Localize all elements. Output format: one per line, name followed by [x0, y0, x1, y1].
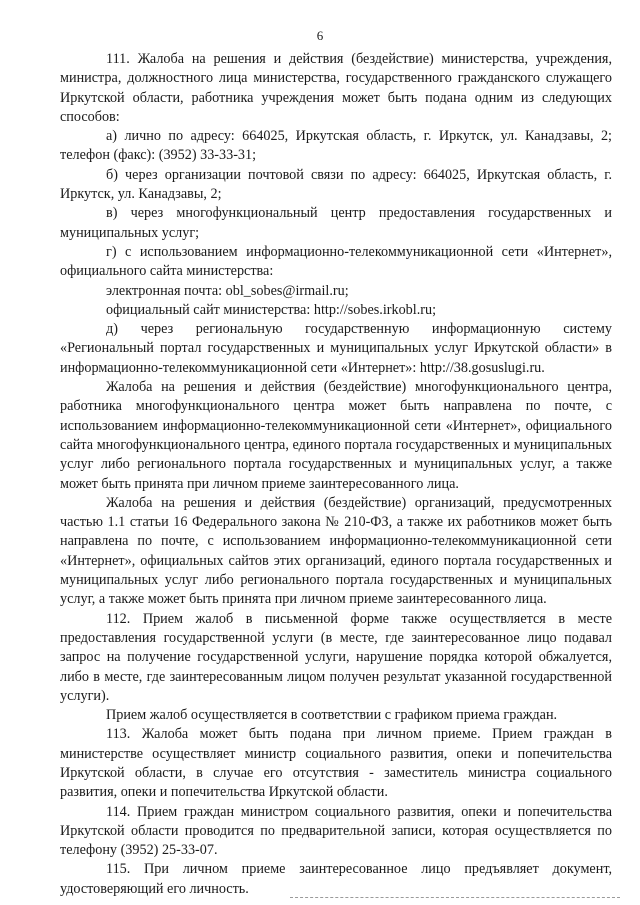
- paragraph-111-d: д) через региональную государственную информационную систему «Региональный портал государственных и муниципальных услуг Иркутской области» в информационно-телекоммуникационной сети «Интернет»: http://38.gosuslugi.ru.: [60, 321, 612, 376]
- document-body: [60, 50, 612, 899]
- paragraph-mfc-complaint: Жалоба на решения и действия (бездействие) многофункционального центра, работника многофункционального центра может быть направлена по почте, с использованием информационно-телекоммуникационной сети «Интернет», официального сайта многофункционального центра, единого портала государственных и муниципальных услуг либо регионального портала государственных и муниципальных услуг, а также может быть принята при личном приеме заинтересованного лица.: [60, 379, 612, 492]
- email-line: электронная почта: obl_sobes@irmail.ru;: [106, 282, 349, 299]
- paragraph-111-b: б) через организации почтовой связи по адресу: 664025, Иркутская область, г. Иркутск, ул. Канадзавы, 2;: [60, 166, 612, 203]
- footer-divider: [290, 897, 620, 898]
- paragraph-112: 112. Прием жалоб в письменной форме также осуществляется в месте предоставления государственной услуги (в месте, где заинтересованное лицо подавал запрос на получение государственной услуги, нарушение порядка которой обжалуется, либо в месте, где заинтересованным лицом получен результат указанной государственной услуги).: [60, 610, 612, 704]
- paragraph-111-a: а) лично по адресу: 664025, Иркутская область, г. Иркутск, ул. Канадзавы, 2; телефон (факс): (3952) 33-33-31;: [60, 128, 612, 164]
- website-line: официальный сайт министерства: http://sobes.irkobl.ru;: [106, 301, 437, 318]
- paragraph-schedule: Прием жалоб осуществляется в соответствии с графиком приема граждан.: [106, 707, 558, 724]
- paragraph-111-g: г) с использованием информационно-телекоммуникационной сети «Интернет», официального сайта министерства:: [60, 243, 612, 280]
- paragraph-115: 115. При личном приеме заинтересованное лицо предъявляет документ, удостоверяющий его личность.: [60, 861, 612, 897]
- paragraph-113: 113. Жалоба может быть подана при личном приеме. Прием граждан в министерстве осуществляет министр социального развития, опеки и попечительства Иркутской области, в случае его отсутствия - заместитель министра социального развития, опеки и попечительства Иркутской области.: [60, 726, 612, 801]
- paragraph-114: 114. Прием граждан министром социального развития, опеки и попечительства Иркутской области проводится по предварительной записи, которая осуществляется по телефону (3952) 25-33-07.: [60, 803, 612, 859]
- paragraph-organizations-complaint: Жалоба на решения и действия (бездействие) организаций, предусмотренных частью 1.1 статьи 16 Федерального закона № 210-ФЗ, а также их работников может быть направлена по почте, с использованием информационно-телекоммуникационной сети «Интернет», официальных сайтов этих организаций, единого портала государственных и муниципальных услуг либо регионального портала государственных и муниципальных услуг, а также может быть принята при личном приеме заинтересованного лица.: [60, 494, 612, 608]
- paragraph-111-v: в) через многофункциональный центр предоставления государственных и муниципальных услуг;: [60, 205, 612, 241]
- page-number: 6: [316, 28, 324, 43]
- paragraph-111: 111. Жалоба на решения и действия (бездействие) министерства, учреждения, министра, должностного лица министерства, государственного гражданского служащего Иркутской области, работника учреждения может быть подана одним из следующих способов:: [60, 51, 612, 125]
